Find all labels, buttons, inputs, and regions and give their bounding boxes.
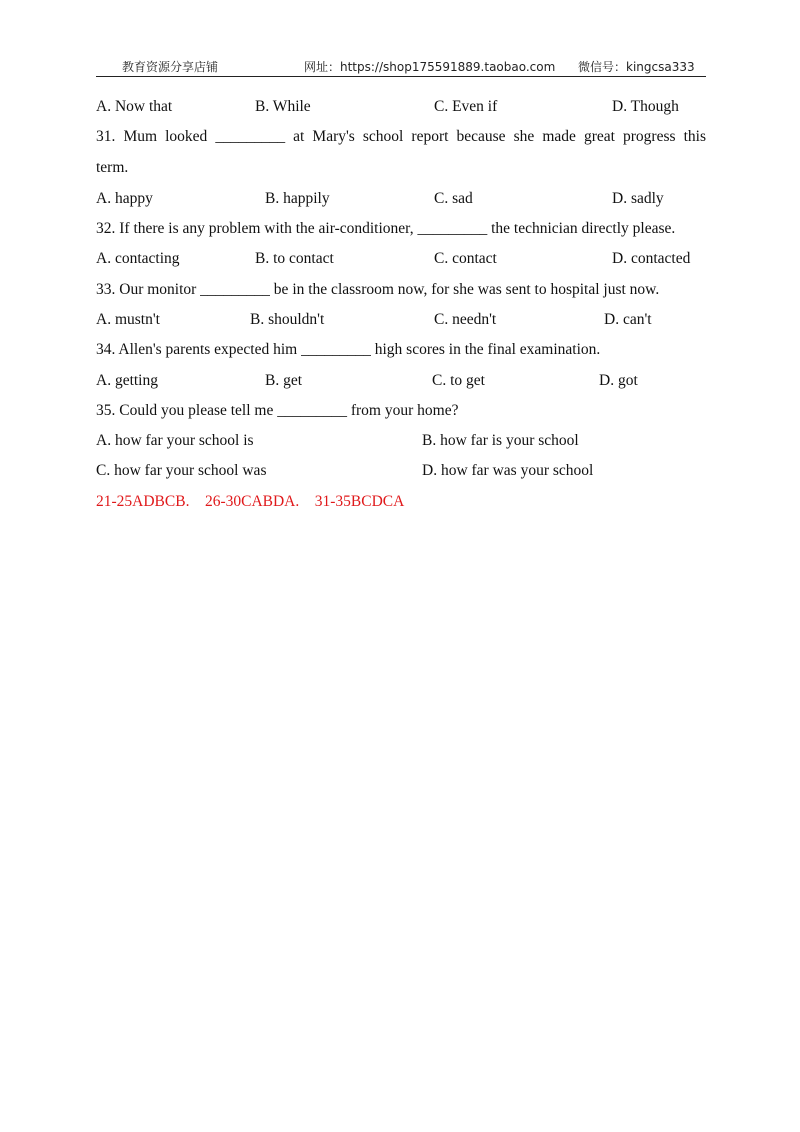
answer-key: 21-25ADBCB. 26-30CABDA. 31-35BCDCA (96, 493, 405, 510)
header-shop-name: 教育资源分享店铺 (122, 60, 219, 74)
q35-option-d: D. how far was your school (422, 462, 594, 479)
header-wechat: 微信号：kingcsa333 (578, 60, 695, 74)
q34-option-d: D. got (599, 372, 638, 389)
q33-option-c: C. needn't (434, 311, 497, 328)
q32-stem: 32. If there is any problem with the air-conditioner, _________ the technician directly please. (96, 220, 676, 237)
q35-stem: 35. Could you please tell me _________ from your home? (96, 402, 459, 419)
q31-option-b: B. happily (265, 190, 330, 207)
q31-option-c: C. sad (434, 190, 473, 207)
q30-option-c: C. Even if (434, 98, 498, 115)
q32-option-d: D. contacted (612, 250, 691, 267)
q30-option-a: A. Now that (96, 98, 173, 115)
q31-stem-line1: 31. Mum looked _________ at Mary's school report because she made great progress this (96, 128, 706, 145)
q30-option-d: D. Though (612, 98, 679, 115)
q34-stem: 34. Allen's parents expected him _________ high scores in the final examination. (96, 341, 601, 358)
q35-option-a: A. how far your school is (96, 432, 254, 449)
q31-stem-line2: term. (96, 159, 129, 176)
page-header (96, 56, 706, 77)
header-url: 网址：https://shop175591889.taobao.com (304, 60, 556, 74)
q31-option-d: D. sadly (612, 190, 664, 207)
q34-option-c: C. to get (432, 372, 485, 389)
q35-option-b: B. how far is your school (422, 432, 579, 449)
q33-stem: 33. Our monitor _________ be in the classroom now, for she was sent to hospital just now. (96, 281, 660, 298)
q32-option-b: B. to contact (255, 250, 334, 267)
q35-option-c: C. how far your school was (96, 462, 267, 479)
q30-option-b: B. While (255, 98, 311, 115)
q32-option-c: C. contact (434, 250, 497, 267)
q32-option-a: A. contacting (96, 250, 180, 267)
q34-option-a: A. getting (96, 372, 158, 389)
q33-option-b: B. shouldn't (250, 311, 325, 328)
q33-option-d: D. can't (604, 311, 652, 328)
q33-option-a: A. mustn't (96, 311, 160, 328)
q31-option-a: A. happy (96, 190, 153, 207)
q34-option-b: B. get (265, 372, 303, 389)
